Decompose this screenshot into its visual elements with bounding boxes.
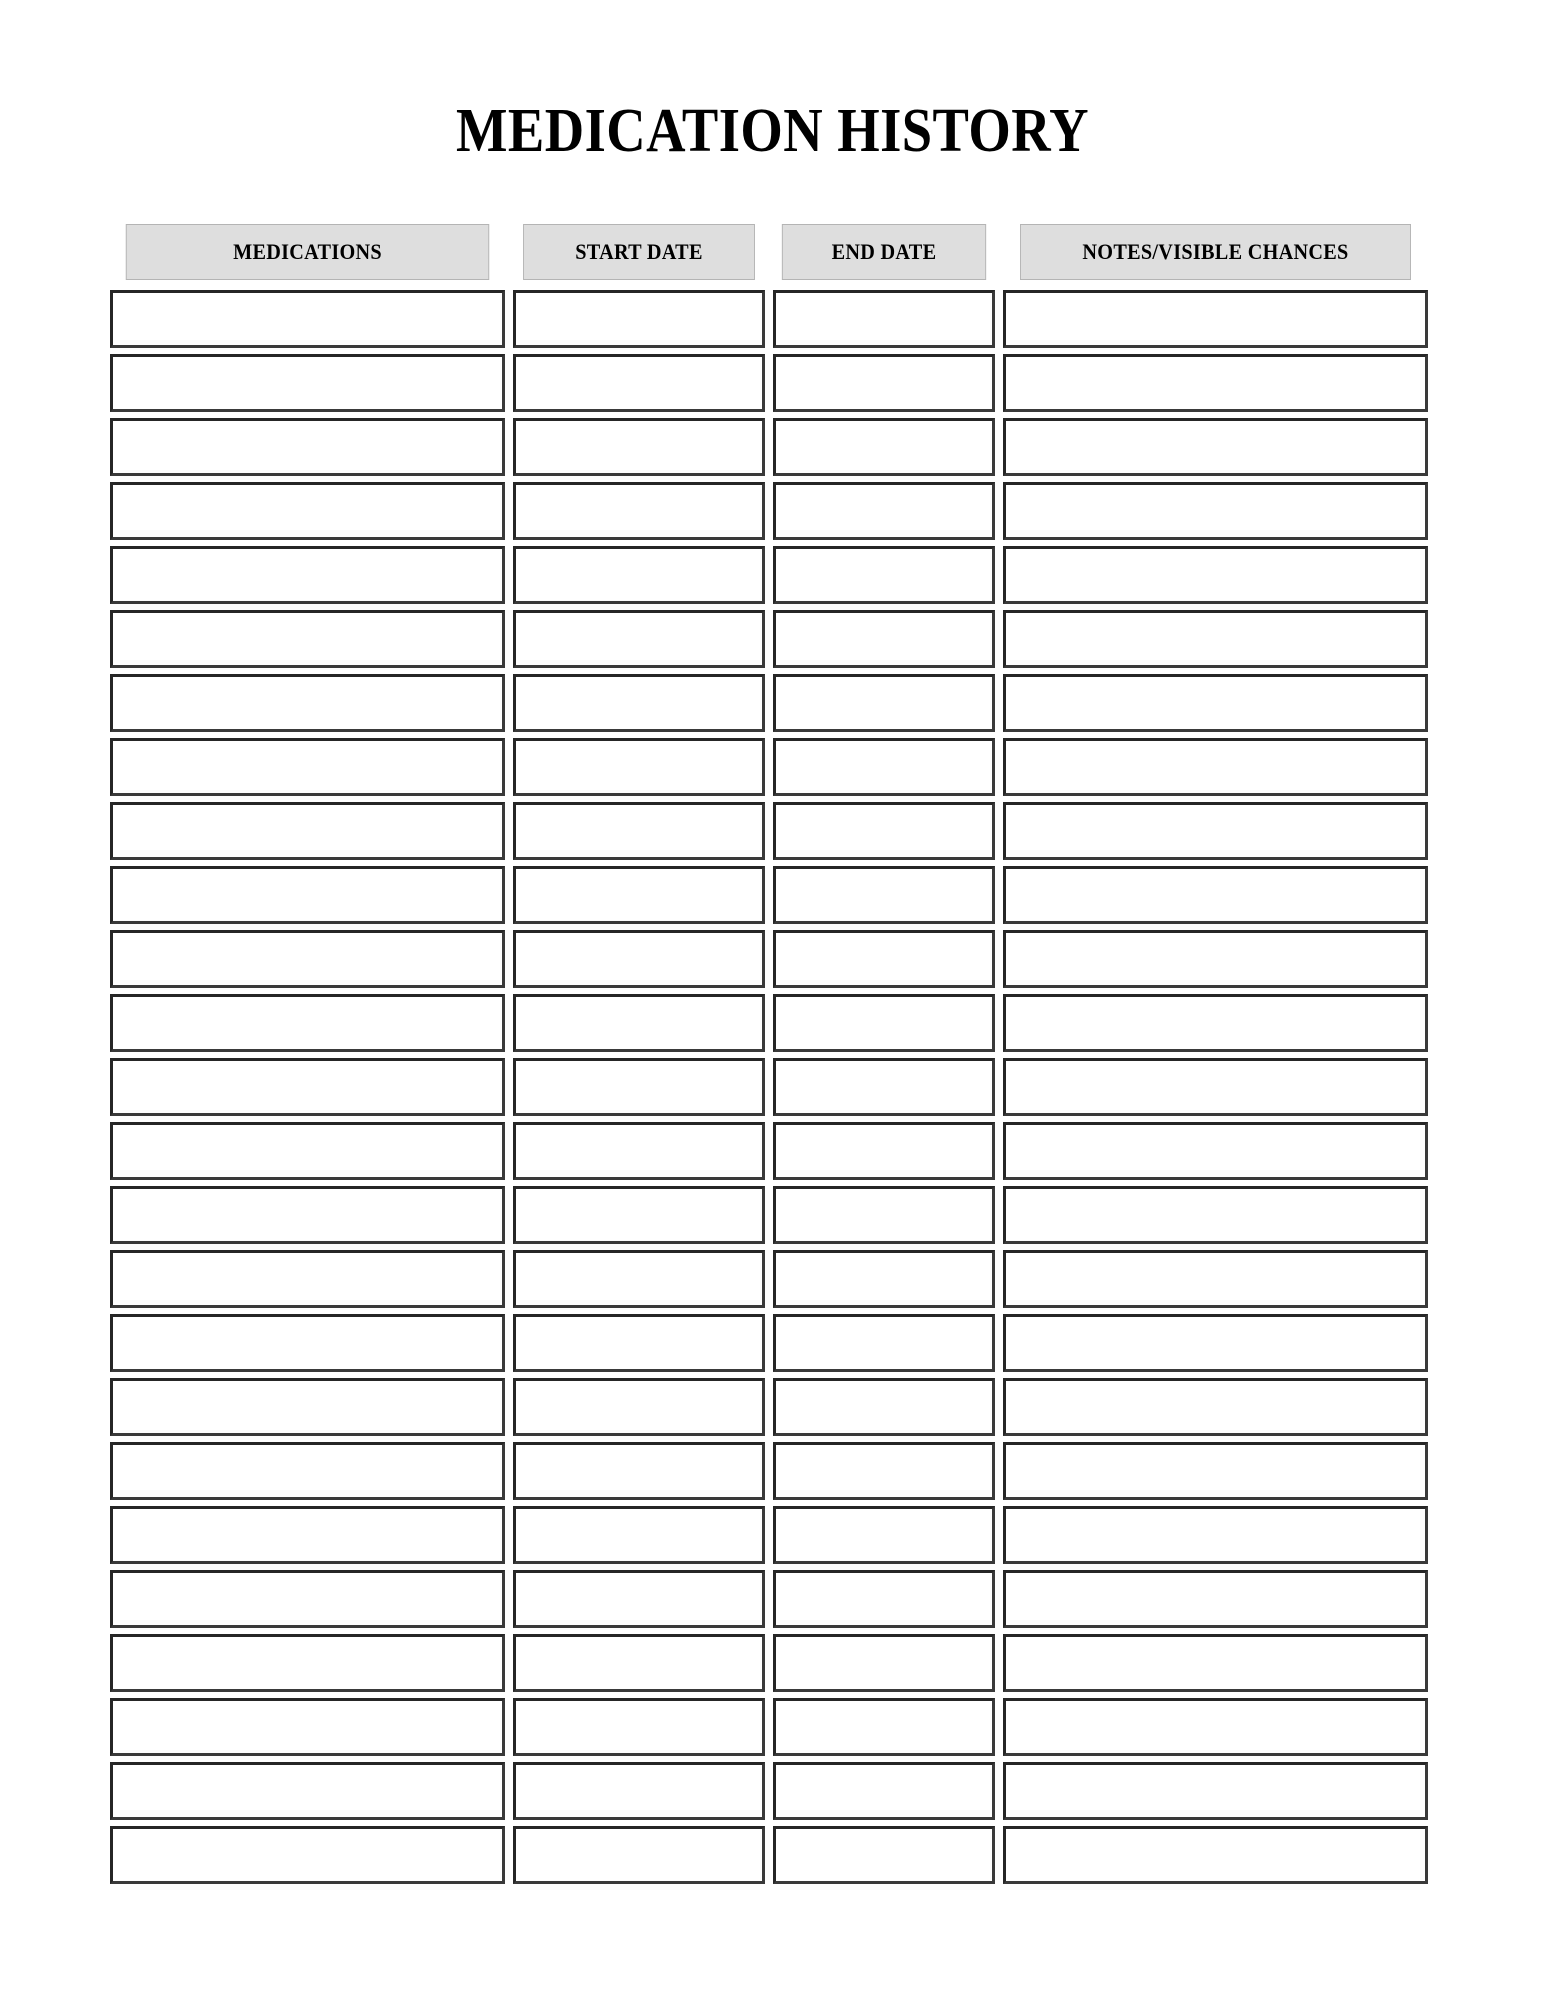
table-cell-notes[interactable] — [1003, 1570, 1428, 1628]
table-cell-start_date[interactable] — [513, 1250, 765, 1308]
table-row — [110, 1186, 1428, 1244]
table-cell-medications[interactable] — [110, 1122, 505, 1180]
table-cell-medications[interactable] — [110, 1698, 505, 1756]
table-cell-notes[interactable] — [1003, 866, 1428, 924]
table-row — [110, 1826, 1428, 1884]
table-cell-start_date[interactable] — [513, 1698, 765, 1756]
table-cell-end_date[interactable] — [773, 866, 995, 924]
table-cell-end_date[interactable] — [773, 802, 995, 860]
table-cell-end_date[interactable] — [773, 354, 995, 412]
table-cell-medications[interactable] — [110, 1762, 505, 1820]
table-cell-medications[interactable] — [110, 1570, 505, 1628]
table-cell-end_date[interactable] — [773, 1826, 995, 1884]
table-cell-end_date[interactable] — [773, 418, 995, 476]
table-cell-end_date[interactable] — [773, 610, 995, 668]
table-row — [110, 290, 1428, 348]
table-cell-notes[interactable] — [1003, 674, 1428, 732]
page-title: MEDICATION HISTORY — [455, 97, 1090, 165]
table-cell-medications[interactable] — [110, 418, 505, 476]
table-cell-start_date[interactable] — [513, 418, 765, 476]
table-row — [110, 1762, 1428, 1820]
table-cell-notes[interactable] — [1003, 290, 1428, 348]
table-cell-start_date[interactable] — [513, 354, 765, 412]
table-cell-start_date[interactable] — [513, 930, 765, 988]
table-cell-start_date[interactable] — [513, 738, 765, 796]
table-cell-notes[interactable] — [1003, 482, 1428, 540]
table-cell-end_date[interactable] — [773, 482, 995, 540]
table-cell-medications[interactable] — [110, 482, 505, 540]
table-cell-end_date[interactable] — [773, 546, 995, 604]
table-cell-end_date[interactable] — [773, 1698, 995, 1756]
table-cell-medications[interactable] — [110, 1058, 505, 1116]
table-cell-end_date[interactable] — [773, 1570, 995, 1628]
table-row — [110, 930, 1428, 988]
table-cell-start_date[interactable] — [513, 482, 765, 540]
table-cell-medications[interactable] — [110, 1250, 505, 1308]
table-cell-medications[interactable] — [110, 674, 505, 732]
table-cell-notes[interactable] — [1003, 1698, 1428, 1756]
table-cell-medications[interactable] — [110, 354, 505, 412]
table-cell-notes[interactable] — [1003, 930, 1428, 988]
table-cell-start_date[interactable] — [513, 1186, 765, 1244]
table-cell-notes[interactable] — [1003, 354, 1428, 412]
table-cell-start_date[interactable] — [513, 610, 765, 668]
table-cell-notes[interactable] — [1003, 1250, 1428, 1308]
table-row — [110, 610, 1428, 668]
column-header-start-date: START DATE — [523, 224, 755, 280]
table-cell-end_date[interactable] — [773, 674, 995, 732]
table-cell-start_date[interactable] — [513, 1442, 765, 1500]
table-cell-medications[interactable] — [110, 738, 505, 796]
table-cell-start_date[interactable] — [513, 994, 765, 1052]
table-cell-medications[interactable] — [110, 546, 505, 604]
table-row — [110, 354, 1428, 412]
table-row — [110, 546, 1428, 604]
table-cell-end_date[interactable] — [773, 1762, 995, 1820]
table-cell-notes[interactable] — [1003, 1506, 1428, 1564]
table-row — [110, 1250, 1428, 1308]
table-cell-start_date[interactable] — [513, 546, 765, 604]
table-row — [110, 674, 1428, 732]
table-cell-medications[interactable] — [110, 1826, 505, 1884]
table-row — [110, 482, 1428, 540]
table-row — [110, 802, 1428, 860]
table-cell-start_date[interactable] — [513, 1058, 765, 1116]
table-cell-start_date[interactable] — [513, 1378, 765, 1436]
table-cell-end_date[interactable] — [773, 1378, 995, 1436]
table-cell-notes[interactable] — [1003, 1058, 1428, 1116]
table-row — [110, 994, 1428, 1052]
table-cell-medications[interactable] — [110, 610, 505, 668]
table-cell-end_date[interactable] — [773, 1186, 995, 1244]
table-cell-notes[interactable] — [1003, 738, 1428, 796]
table-row — [110, 1122, 1428, 1180]
table-cell-start_date[interactable] — [513, 1826, 765, 1884]
table-row — [110, 1506, 1428, 1564]
table-cell-notes[interactable] — [1003, 1634, 1428, 1692]
table-cell-start_date[interactable] — [513, 1122, 765, 1180]
table-cell-end_date[interactable] — [773, 1250, 995, 1308]
table-cell-medications[interactable] — [110, 930, 505, 988]
table-cell-medications[interactable] — [110, 994, 505, 1052]
table-cell-start_date[interactable] — [513, 1634, 765, 1692]
column-header-medications: MEDICATIONS — [126, 224, 489, 280]
table-cell-end_date[interactable] — [773, 290, 995, 348]
table-row — [110, 1378, 1428, 1436]
table-cell-notes[interactable] — [1003, 418, 1428, 476]
column-header-notes: NOTES/VISIBLE CHANCES — [1020, 224, 1411, 280]
table-body — [110, 290, 1428, 1884]
table-cell-start_date[interactable] — [513, 1762, 765, 1820]
table-cell-start_date[interactable] — [513, 802, 765, 860]
table-row — [110, 1698, 1428, 1756]
table-row — [110, 1442, 1428, 1500]
column-header-end-date: END DATE — [782, 224, 986, 280]
table-cell-medications[interactable] — [110, 290, 505, 348]
table-cell-notes[interactable] — [1003, 1378, 1428, 1436]
table-cell-notes[interactable] — [1003, 1762, 1428, 1820]
table-cell-notes[interactable] — [1003, 1314, 1428, 1372]
table-cell-end_date[interactable] — [773, 1506, 995, 1564]
table-row — [110, 1634, 1428, 1692]
table-cell-end_date[interactable] — [773, 1634, 995, 1692]
table-cell-medications[interactable] — [110, 1186, 505, 1244]
table-row — [110, 418, 1428, 476]
table-cell-end_date[interactable] — [773, 1442, 995, 1500]
table-cell-end_date[interactable] — [773, 930, 995, 988]
table-cell-medications[interactable] — [110, 1634, 505, 1692]
table-row — [110, 1314, 1428, 1372]
table-row — [110, 1058, 1428, 1116]
table-cell-start_date[interactable] — [513, 674, 765, 732]
table-cell-notes[interactable] — [1003, 994, 1428, 1052]
table-cell-medications[interactable] — [110, 802, 505, 860]
table-cell-medications[interactable] — [110, 1442, 505, 1500]
table-cell-medications[interactable] — [110, 866, 505, 924]
table-row — [110, 738, 1428, 796]
table-cell-notes[interactable] — [1003, 1186, 1428, 1244]
table-cell-start_date[interactable] — [513, 1570, 765, 1628]
table-cell-start_date[interactable] — [513, 290, 765, 348]
table-row — [110, 1570, 1428, 1628]
table-cell-end_date[interactable] — [773, 1058, 995, 1116]
table-cell-medications[interactable] — [110, 1506, 505, 1564]
table-cell-end_date[interactable] — [773, 738, 995, 796]
table-cell-notes[interactable] — [1003, 546, 1428, 604]
table-cell-medications[interactable] — [110, 1378, 505, 1436]
table-cell-notes[interactable] — [1003, 802, 1428, 860]
table-cell-end_date[interactable] — [773, 1122, 995, 1180]
table-cell-start_date[interactable] — [513, 1506, 765, 1564]
table-row — [110, 866, 1428, 924]
table-header-row — [110, 224, 1428, 280]
table-cell-notes[interactable] — [1003, 1122, 1428, 1180]
table-cell-medications[interactable] — [110, 1314, 505, 1372]
table-cell-end_date[interactable] — [773, 994, 995, 1052]
medication-history-table — [110, 224, 1428, 1890]
table-cell-notes[interactable] — [1003, 1826, 1428, 1884]
table-cell-start_date[interactable] — [513, 866, 765, 924]
table-cell-start_date[interactable] — [513, 1314, 765, 1372]
table-cell-notes[interactable] — [1003, 1442, 1428, 1500]
table-cell-notes[interactable] — [1003, 610, 1428, 668]
table-cell-end_date[interactable] — [773, 1314, 995, 1372]
